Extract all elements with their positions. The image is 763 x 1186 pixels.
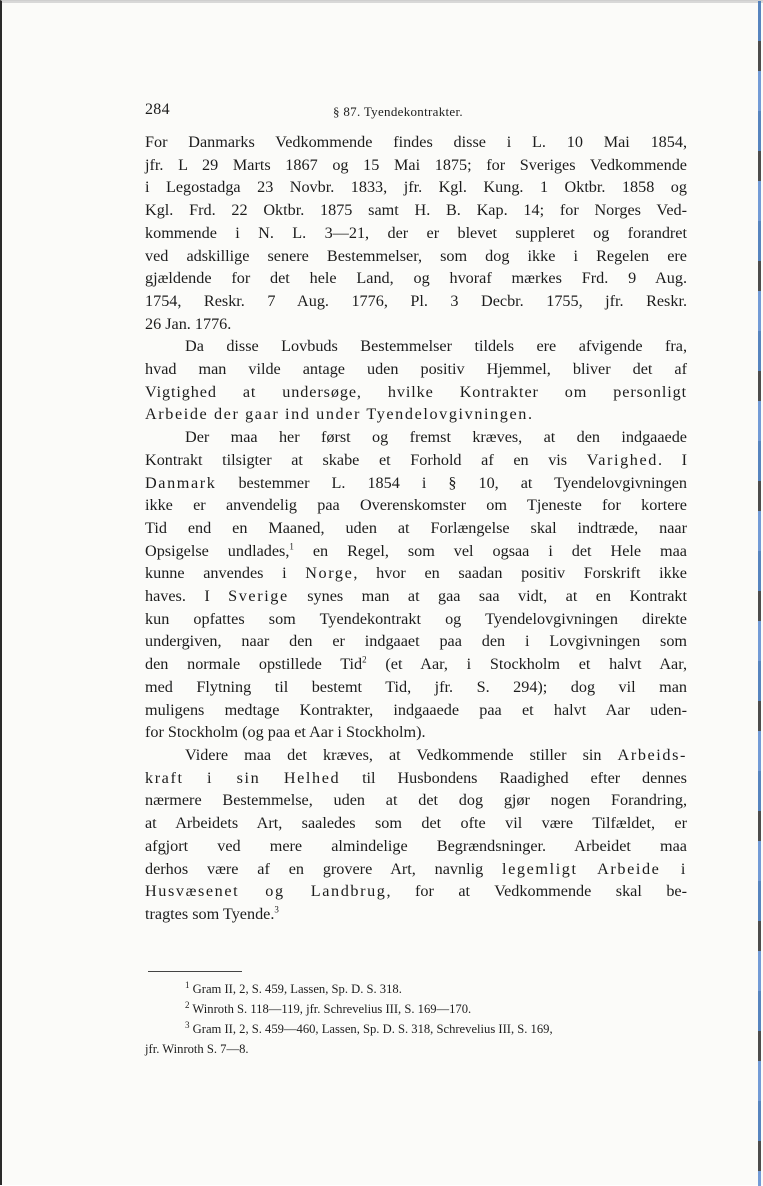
text-line: hvad man vilde antage uden positiv Hjemmel, bliver det af <box>145 360 687 379</box>
text-line: Arbeide der gaar ind under Tyendelovgivningen. <box>145 405 534 424</box>
footnote-3 <box>145 1019 687 1039</box>
footnote-mark: 3 <box>185 1019 190 1030</box>
text-run: den normale opstillede Tid <box>145 655 363 674</box>
text-line: 26 Jan. 1776. <box>145 314 232 333</box>
text-line: 1754, Reskr. 7 Aug. 1776, Pl. 3 Decbr. 1755, jfr. Reskr. <box>145 291 687 310</box>
footnote-ref-1: 1 <box>289 541 294 552</box>
paragraph-2 <box>145 335 687 426</box>
spaced-term: legemligt Arbeide i <box>502 859 687 878</box>
text-line: gjældende for det hele Land, og hvoraf mærkes Frd. 9 Aug. <box>145 269 687 288</box>
text-line: muligens medtage Kontrakter, indgaaede paa et halvt Aar uden- <box>145 700 687 719</box>
text-line: kommende i N. L. 3—21, der er blevet suppleret og forandret <box>145 223 687 242</box>
text-line: Der maa her først og fremst kræves, at den indgaaede <box>185 428 687 447</box>
spaced-term: Norge <box>305 564 354 583</box>
text-run: , hvor en saadan positiv Forskrift ikke <box>353 564 687 583</box>
text-line: Tid end en Maaned, uden at Forlængelse skal indtræde, naar <box>145 518 687 537</box>
spaced-term: Arbeids- <box>617 745 687 764</box>
footnote-mark: 2 <box>185 999 190 1010</box>
text-run: Videre maa det kræves, at Vedkommende stiller sin <box>185 745 618 764</box>
text-run: haves. I <box>145 587 229 606</box>
text-line <box>145 880 687 903</box>
footnote-text: Gram II, 2, S. 459, Lassen, Sp. D. S. 318. <box>192 982 402 996</box>
text-line <box>145 472 687 495</box>
spaced-term: Varighed <box>586 450 658 469</box>
text-run: , for at Vedkommende skal be- <box>386 882 687 901</box>
text-line <box>145 744 687 767</box>
footnotes <box>145 979 687 1059</box>
footnote-1 <box>145 979 687 999</box>
text-line: afgjort ved mere almindelige Begrændsninger. Arbeidet maa <box>145 836 687 855</box>
spaced-term: kraft i sin Helhed <box>145 768 341 787</box>
scan-edge-top <box>2 1 763 3</box>
text-line: at Arbeidets Art, saaledes som det ofte vil være Tilfældet, er <box>145 814 687 833</box>
footnote-text: Winroth S. 118—119, jfr. Schrevelius III, S. 169—170. <box>192 1002 472 1016</box>
text-line <box>145 562 687 585</box>
text-line <box>145 540 687 563</box>
text-line <box>145 767 687 790</box>
text-run: synes man at gaa saa vidt, at en Kontrakt <box>288 587 687 606</box>
text-line: undergiven, naar den er indgaaet paa den i Lovgivningen som <box>145 632 687 651</box>
text-line <box>145 653 687 676</box>
text-line: i Legostadga 23 Novbr. 1833, jfr. Kgl. Kung. 1 Oktbr. 1858 og <box>145 178 687 197</box>
text-line: jfr. L 29 Marts 1867 og 15 Mai 1875; for Sveriges Vedkommende <box>145 155 687 174</box>
text-run: (et Aar, i Stockholm et halvt Aar, <box>366 655 688 674</box>
text-run: . I <box>657 450 687 469</box>
text-run: til Husbondens Raadighed efter dennes <box>340 768 687 787</box>
footnote-ref-3: 3 <box>274 904 279 915</box>
text-line: Vigtighed at undersøge, hvilke Kontrakter om personligt <box>145 382 687 401</box>
text-run: derhos være af en grovere Art, navnlig <box>145 859 503 878</box>
text-run: bestemmer L. 1854 i § 10, at Tyendelovgivningen <box>216 473 687 492</box>
text-line: Kgl. Frd. 22 Oktbr. 1875 samt H. B. Kap. 14; for Norges Ved- <box>145 201 687 220</box>
text-line <box>145 585 687 608</box>
footnote-text: Gram II, 2, S. 459—460, Lassen, Sp. D. S. 318, Schrevelius III, S. 169, <box>192 1022 553 1036</box>
footnote-2 <box>145 999 687 1019</box>
paragraph-4 <box>145 744 687 926</box>
spaced-term: Danmark <box>145 473 217 492</box>
text-line: ikke er anvendelig paa Overenskomster om Tjeneste for kortere <box>145 496 687 515</box>
paragraph-3 <box>145 426 687 744</box>
text-line: ved adskillige senere Bestemmelser, som dog ikke i Regelen ere <box>145 246 687 265</box>
text-run: tragtes som Tyende. <box>145 904 275 923</box>
page-number: 284 <box>145 101 170 118</box>
footnote-rule <box>148 971 242 972</box>
text-line: Da disse Lovbuds Bestemmelser tildels ere afvigende fra, <box>185 337 687 356</box>
text-run: Kontrakt tilsigter at skabe et Forhold af en vis <box>145 450 587 469</box>
text-run: en Regel, som vel ogsaa i det Hele maa <box>293 541 687 560</box>
spaced-term: Husvæsenet og Landbrug <box>145 882 387 901</box>
footnote-mark: 1 <box>185 979 190 990</box>
text-line: kun opfattes som Tyendekontrakt og Tyendelovgivningen direkte <box>145 609 687 628</box>
text-line: nærmere Bestemmelse, uden at det dog gjør nogen Forandring, <box>145 791 687 810</box>
text-line <box>145 903 687 926</box>
text-run: Opsigelse undlades, <box>145 541 290 560</box>
text-line <box>145 858 687 881</box>
footnote-3-continued: jfr. Winroth S. 7—8. <box>145 1042 249 1056</box>
text-line <box>145 449 687 472</box>
text-line: med Flytning til bestemt Tid, jfr. S. 294); dog vil man <box>145 677 687 696</box>
text-line: for Stockholm (og paa et Aar i Stockholm). <box>145 723 426 742</box>
footnote-ref-2: 2 <box>362 654 367 665</box>
scan-edge-right <box>758 1 761 1186</box>
running-head: § 87. Tyendekontrakter. <box>333 104 463 119</box>
text-line: For Danmarks Vedkommende findes disse i L. 10 Mai 1854, <box>145 133 687 151</box>
text-run: kunne anvendes i <box>145 564 306 583</box>
body-text <box>145 131 687 926</box>
spaced-term: Sverige <box>228 587 289 606</box>
paragraph-1 <box>145 131 687 335</box>
